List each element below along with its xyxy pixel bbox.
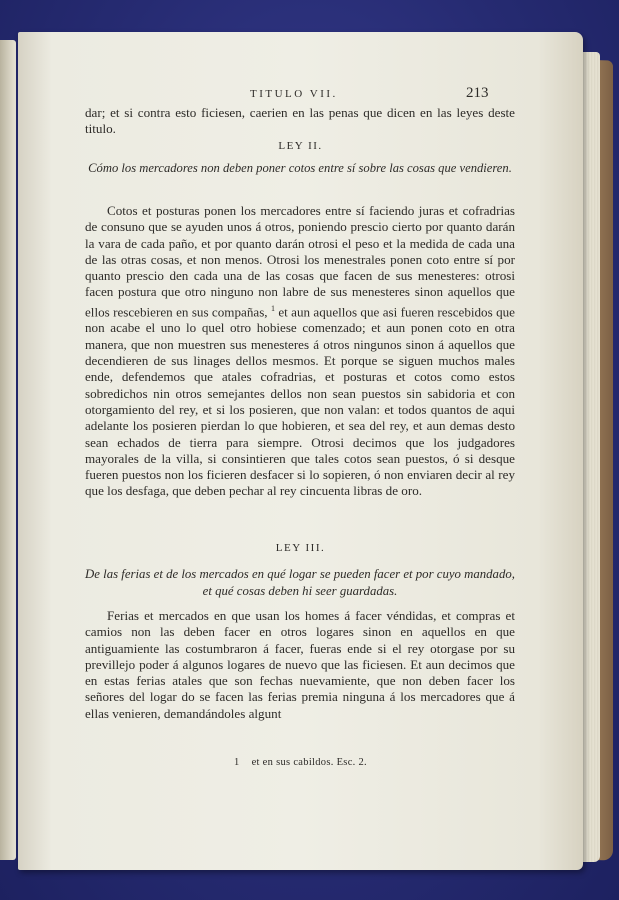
law-text-ley-iii: Ferias et mercados en que usan los homes á facer véndidas, et compras et camios non las deben facer en otros logares sinon en aquellos en que antiguamiente las costumbraron á facer, fueras ende si el rey otorgase por su previllejo poder á algunos logares de nuevo que las ficiesen. Et aun decimos que en estas ferias atales que son fechas nuevamiente, que non deben facer los señores del logar do se facen las ferias premia ninguna á los mercadores que á ellas venieren, demandándoles algunt xyxy=(85,608,515,721)
law-text-ley-ii-part2: et aun aquellos que asi fueren rescebidos que non acabe el uno lo quel otro hobiese comenzado; et aun ponen coto en otra manera, que non muestren sus menesteres á otros ningunos sinon á aquellos que decendieren de sus linages dellos mesmos. Et porque se siguen muchos males ende, defendemos que atales cofradrias, et posturas et cotos como estos sobredichos nin otros semejantes dellos non sean puestos sin sabidoria et con otorgamiento del rey, et si los posieren, que non valan: et todos quantos de aqui adelante los posieren pierdan lo que hobieren, et sea del rey, et aun demas desto sean echados de tierra para siempre. Otrosi decimos que los judgadores mayorales de la villa, si consintieren que tales cotos sean puestos, ó si desque fueren puestos non los ficieren desfacer si lo sopieren, ó non enviaren decir al rey que los desfaga, que deben pechar al rey cincuenta libras de oro. xyxy=(85,304,515,499)
law-heading-ley-ii: LEY II. xyxy=(278,140,323,152)
law-summary-ley-ii: Cómo los mercadores non deben poner cotos entre sí sobre las cosas que vendieren. xyxy=(88,161,512,175)
continuation-paragraph: dar; et si contra esto ficiesen, caerien en las penas que dicen en las leyes deste titulo. xyxy=(85,105,515,137)
law-heading-ley-iii: LEY III. xyxy=(275,542,326,554)
running-head xyxy=(18,85,583,106)
law-text-ley-ii xyxy=(85,203,515,500)
footnote-text: et en sus cabildos. Esc. 2. xyxy=(251,757,367,768)
footnote-reference: 1 xyxy=(270,303,275,313)
law-summary-ley-iii: De las ferias et de los mercados en qué logar se pueden facer et por cuyo mandado, et qué cosas deben hi seer guardadas. xyxy=(85,567,515,598)
left-page-edge xyxy=(0,40,16,860)
footnote xyxy=(18,757,583,768)
law-text-ley-ii-part1: Cotos et posturas ponen los mercadores entre sí faciendo juras et cofradrias de consuno que se ayuden unos á otros, poniendo prescio cierto por quanto darán la vara de cada paño, et por quanto darán otrosi el peso et la medida de cada una de las otras cosas, et non menos. Otrosi los menestrales ponen coto entre sí por quanto prescio den cada una de las cosas que facen de sus menesteres: otrosi facen postura que otro ninguno non labre de sus menesteres sinon aquellos que ellos rescebieren en sus compañas, xyxy=(85,203,515,320)
page-number: 213 xyxy=(466,85,489,101)
footnote-number: 1 xyxy=(234,757,240,768)
running-head-title: TITULO VII. xyxy=(250,88,338,100)
book-page xyxy=(18,32,583,870)
